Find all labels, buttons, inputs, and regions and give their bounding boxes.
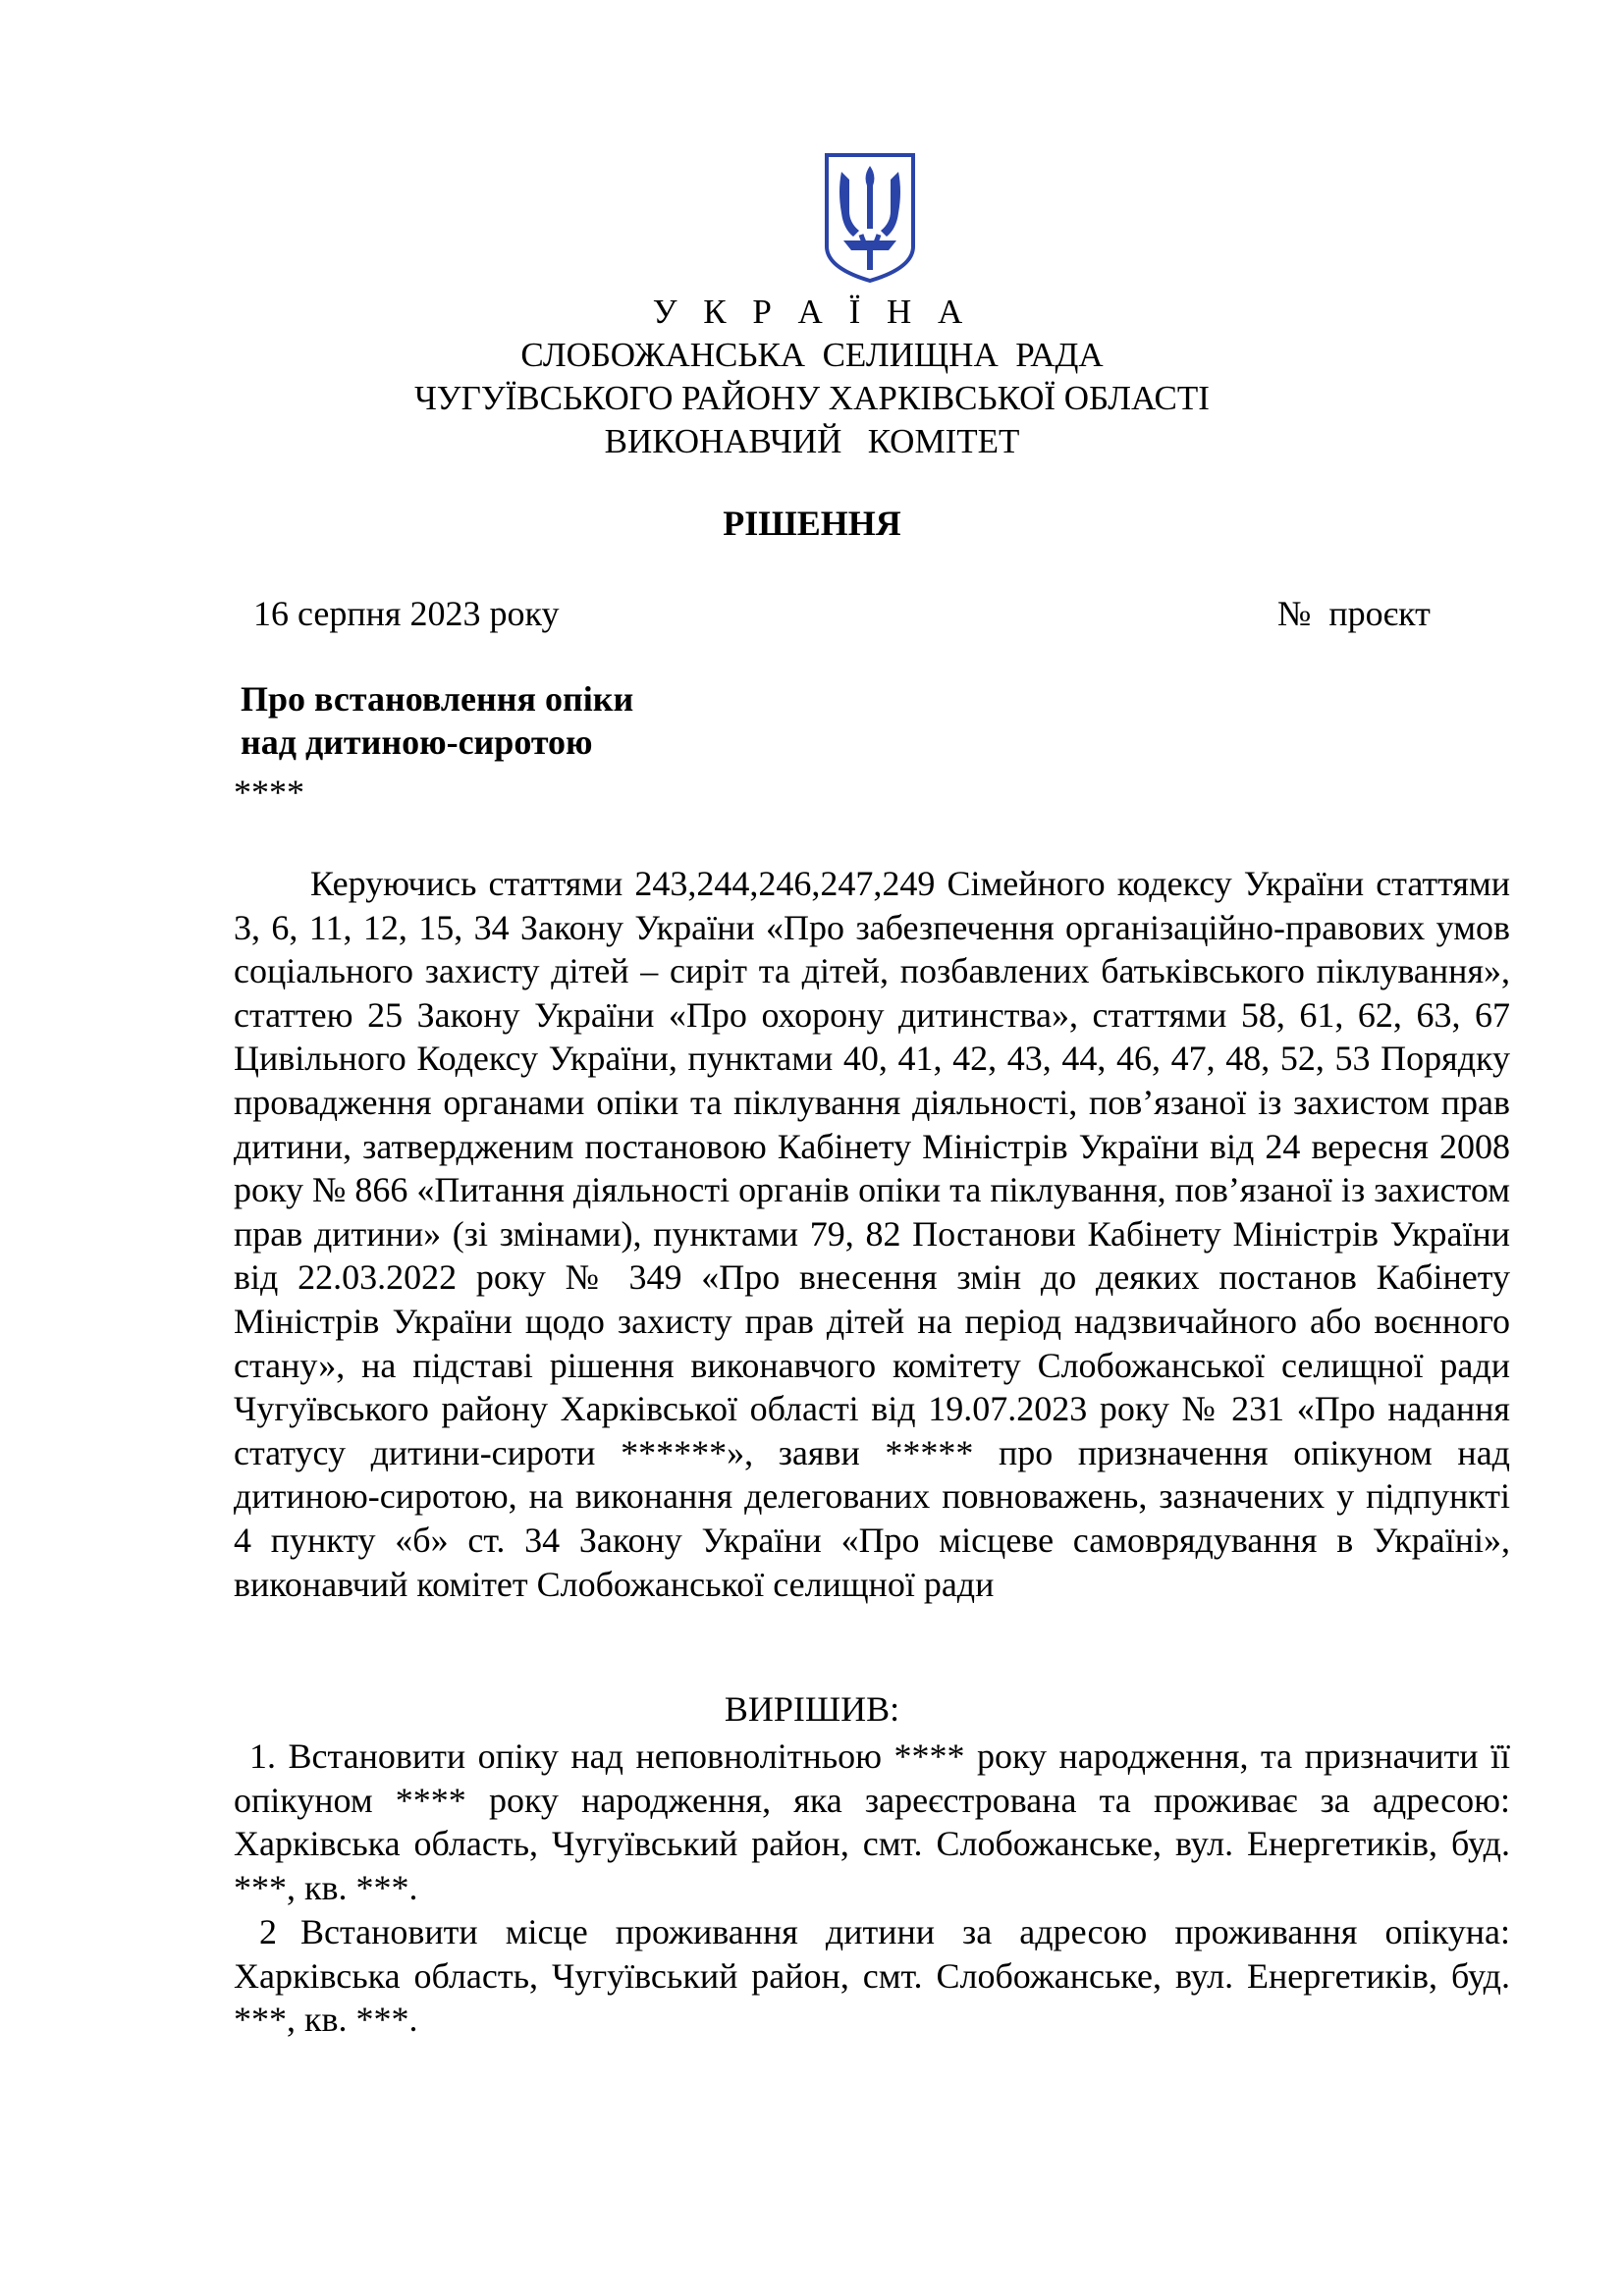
header-country: У К Р А Ї Н А xyxy=(652,293,972,331)
header-district: ЧУГУЇВСЬКОГО РАЙОНУ ХАРКІВСЬКОЇ ОБЛАСТІ xyxy=(414,379,1210,417)
decision-item-1 xyxy=(234,1735,1510,1909)
item-1-number: 1. xyxy=(249,1736,276,1776)
item-2-text: Встановити місце проживання дитини за адресою проживання опікуна: Харківська область, Чугуївський район, смт. Слобожанське, вул. Енергетиків, буд. ***, кв. ***. xyxy=(234,1912,1510,2040)
item-2-number: 2 xyxy=(259,1912,277,1951)
trident-coat-of-arms-icon xyxy=(824,152,916,284)
document-date: 16 серпня 2023 року xyxy=(253,594,560,633)
document-subject xyxy=(241,677,633,764)
item-1-text: Встановити опіку над неповнолітньою **** року народження, та призначити її опікуном **** року народження, яка зареєстрована та проживає за адресою: Харківська область, Чугуївський район, смт. Слобожанське, вул. Енергетиків, буд. ***, кв. ***. xyxy=(234,1736,1511,1907)
document-title: РІШЕННЯ xyxy=(723,504,901,543)
subject-stars: **** xyxy=(234,773,304,812)
subject-line-1: Про встановлення опіки xyxy=(241,679,634,719)
decision-item-2 xyxy=(234,1910,1510,2042)
document-number: № проєкт xyxy=(1277,594,1431,633)
subject-line-2: над дитиною-сиротою xyxy=(241,722,593,762)
header-committee: ВИКОНАВЧИЙ КОМІТЕТ xyxy=(604,422,1020,460)
decided-heading: ВИРІШИВ: xyxy=(724,1689,900,1729)
header-council: СЛОБОЖАНСЬКА СЕЛИЩНА РАДА xyxy=(520,336,1104,374)
preamble-paragraph: Керуючись статтями 243,244,246,247,249 Сімейного кодексу України статтями 3, 6, 11, 12, 15, 34 Закону України «Про забезпечення організаційно-правових умов соціального захисту дітей – сиріт та дітей, позбавлених батьківського піклування», статтею 25 Закону України «Про охорону дитинства», статтями 58, 61, 62, 63, 67 Цивільного Кодексу України, пунктами 40, 41, 42, 43, 44, 46, 47, 48, 52, 53 Порядку провадження органами опіки та піклування діяльності, пов’язаної із захистом прав дитини, затвердженим постановою Кабінету Міністрів України від 24 вересня 2008 року № 866 «Питання діяльності органів опіки та піклування, пов’язаної із захистом прав дитини» (зі змінами), пунктами 79, 82 Постанови Кабінету Міністрів України від 22.03.2022 року № 349 «Про внесення змін до деяких постанов Кабінету Міністрів України щодо захисту прав дітей на період надзвичайного або воєнного стану», на підставі рішення виконавчого комітету Слобожанської селищної ради Чугуївського району Харківської області від 19.07.2023 року № 231 «Про надання статусу дитини-сироти ******», заяви ***** про призначення опікуном над дитиною-сиротою, на виконання делегованих повноважень, зазначених у підпункті 4 пункту «б» ст. 34 Закону України «Про місцеве самоврядування в Україні», виконавчий комітет Слобожанської селищної ради xyxy=(234,864,1510,1604)
